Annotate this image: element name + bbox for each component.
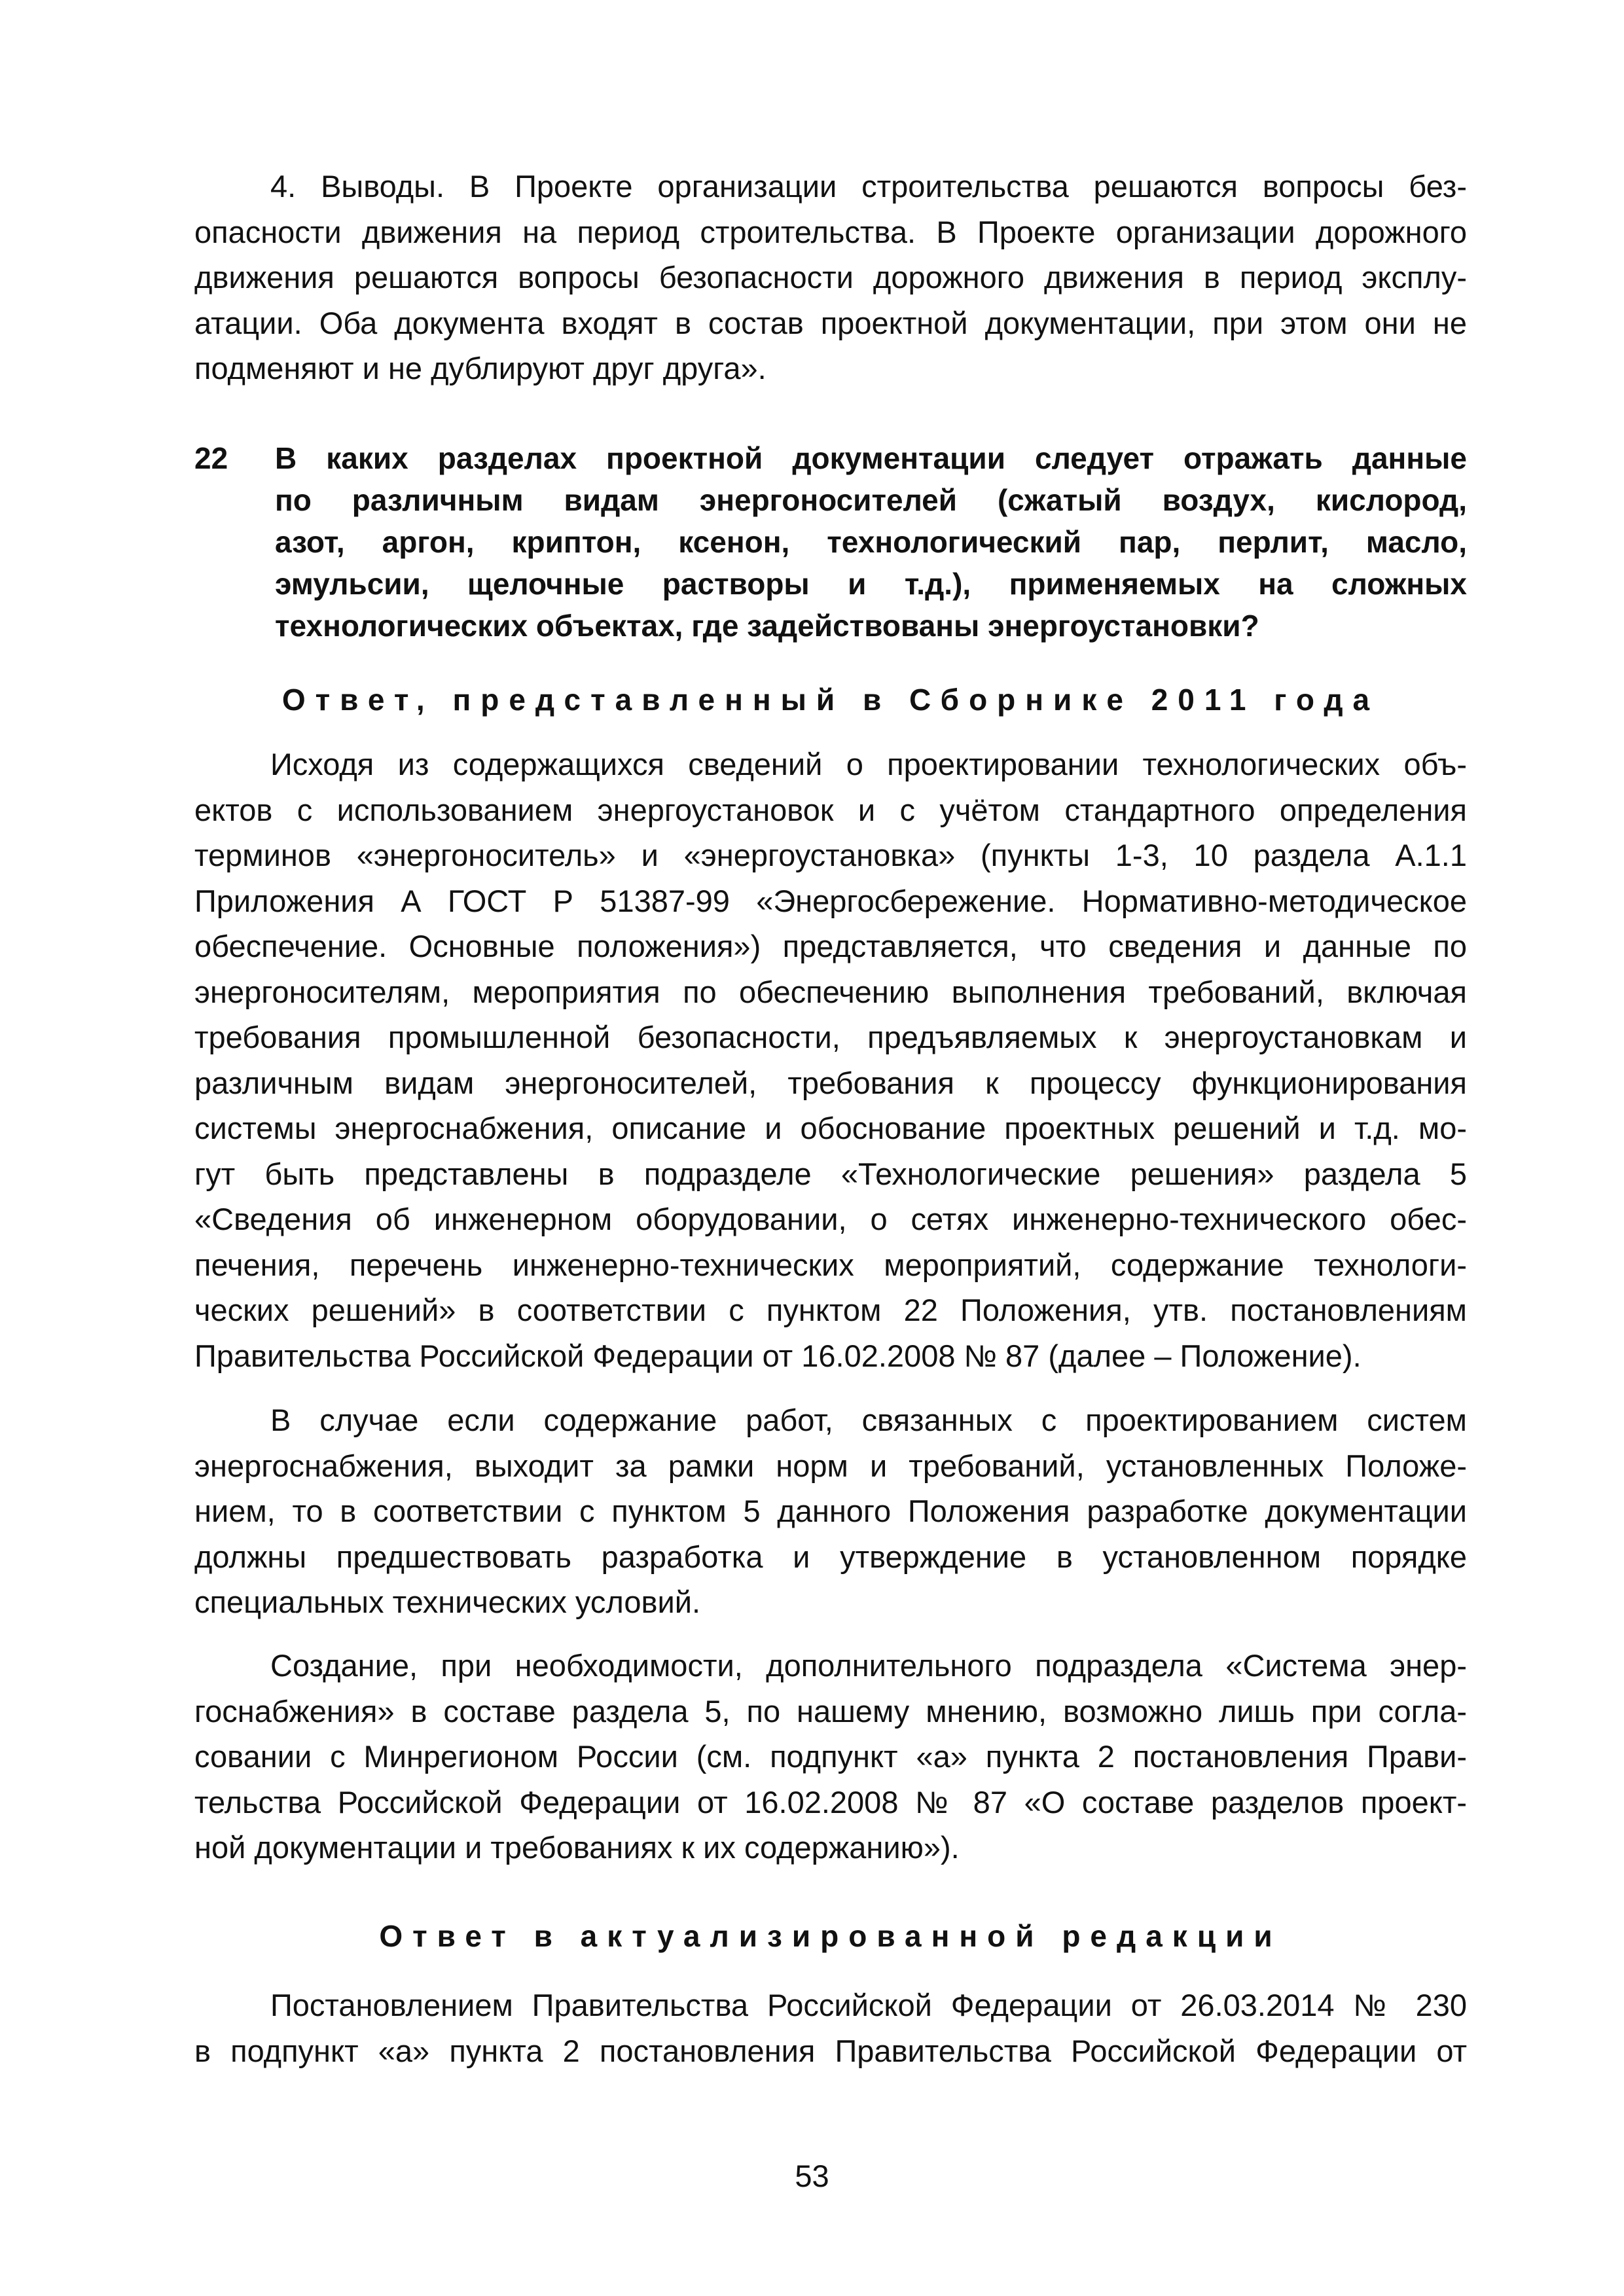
text-line: азот, аргон, криптон, ксенон, технологический пар, перлит, масло, xyxy=(275,525,1467,559)
text-line: терминов «энергоноситель» и «энергоустановка» (пункты 1-3, 10 раздела А.1.1 xyxy=(194,838,1467,872)
answer-updated-paragraph xyxy=(194,1982,1467,2073)
text-line: технологических объектах, где задействованы энергоустановки? xyxy=(275,609,1259,643)
text-line: Постановлением Правительства Российской Федерации от 26.03.2014 № 230 xyxy=(270,1988,1467,2022)
text-line: нием, то в соответствии с пунктом 5 данного Положения разработке документации xyxy=(194,1494,1467,1528)
section-heading-2011: Ответ, представленный в Сборнике 2011 года xyxy=(281,683,1380,717)
text-line: гут быть представлены в подразделе «Технологические решения» раздела 5 xyxy=(194,1156,1467,1191)
text-line: «Сведения об инженерном оборудовании, о сетях инженерно-технического обес- xyxy=(194,1202,1467,1236)
question-text xyxy=(275,437,1467,647)
text-line: энергоносителям, мероприятия по обеспечению выполнения требований, включая xyxy=(194,974,1467,1009)
text-line: подменяют и не дублируют друг друга». xyxy=(194,351,767,386)
page-number: 53 xyxy=(795,2159,829,2193)
text-line: специальных технических условий. xyxy=(194,1585,701,1619)
text-line: совании с Минрегионом России (см. подпункт «а» пункта 2 постановления Прави- xyxy=(194,1739,1467,1774)
text-line: опасности движения на период строительства. В Проекте организации дорожного xyxy=(194,214,1467,249)
text-line: различным видам энергоносителей, требования к процессу функционирования xyxy=(194,1065,1467,1100)
text-line: ческих решений» в соответствии с пунктом 22 Положения, утв. постановлениям xyxy=(194,1293,1467,1327)
text-line: должны предшествовать разработка и утверждение в установленном порядке xyxy=(194,1539,1467,1574)
text-line: эмульсии, щелочные растворы и т.д.), применяемых на сложных xyxy=(275,567,1467,601)
text-line: В случае если содержание работ, связанных с проектированием систем xyxy=(270,1403,1467,1437)
question-number: 22 xyxy=(194,441,228,475)
text-line: печения, перечень инженерно-технических мероприятий, содержание технологи- xyxy=(194,1247,1467,1282)
text-line: атации. Оба документа входят в состав проектной документации, при этом они не xyxy=(194,305,1467,340)
text-line: движения решаются вопросы безопасности дорожного движения в период эксплу- xyxy=(194,260,1467,295)
section-heading-updated: Ответ в актуализированной редакции xyxy=(379,1919,1282,1953)
text-line: в подпункт «а» пункта 2 постановления Правительства Российской Федерации от xyxy=(194,2033,1467,2068)
answer-2011-paragraph xyxy=(194,1397,1467,1625)
text-line: системы энергоснабжения, описание и обоснование проектных решений и т.д. мо- xyxy=(194,1111,1467,1145)
answer-2011-paragraph xyxy=(194,1643,1467,1871)
text-line: требования промышленной безопасности, предъявляемых к энергоустановкам и xyxy=(194,1020,1467,1054)
text-line: по различным видам энергоносителей (сжатый воздух, кислород, xyxy=(275,483,1467,517)
text-line: ектов с использованием энергоустановок и с учётом стандартного определения xyxy=(194,792,1467,827)
text-line: обеспечение. Основные положения») представляется, что сведения и данные по xyxy=(194,929,1467,963)
text-line: Исходя из содержащихся сведений о проектировании технологических объ- xyxy=(270,747,1467,781)
text-line: ной документации и требованиях к их содержанию»). xyxy=(194,1830,960,1865)
text-line: Правительства Российской Федерации от 16.02.2008 № 87 (далее – Положение). xyxy=(194,1338,1362,1373)
answer-2011-paragraph xyxy=(194,742,1467,1378)
text-line: 4. Выводы. В Проекте организации строительства решаются вопросы без- xyxy=(270,169,1467,204)
text-line: В каких разделах проектной документации следует отражать данные xyxy=(275,441,1467,475)
text-line: Приложения А ГОСТ Р 51387-99 «Энергосбережение. Нормативно-методическое xyxy=(194,883,1467,918)
paragraph-conclusions xyxy=(194,164,1467,391)
text-line: тельства Российской Федерации от 16.02.2008 № 87 «О составе разделов проект- xyxy=(194,1784,1467,1820)
text-line: Создание, при необходимости, дополнительного подраздела «Система энер- xyxy=(270,1648,1467,1683)
text-line: госнабжения» в составе раздела 5, по нашему мнению, возможно лишь при согла- xyxy=(194,1693,1467,1729)
text-line: энергоснабжения, выходит за рамки норм и требований, установленных Положе- xyxy=(194,1448,1467,1483)
